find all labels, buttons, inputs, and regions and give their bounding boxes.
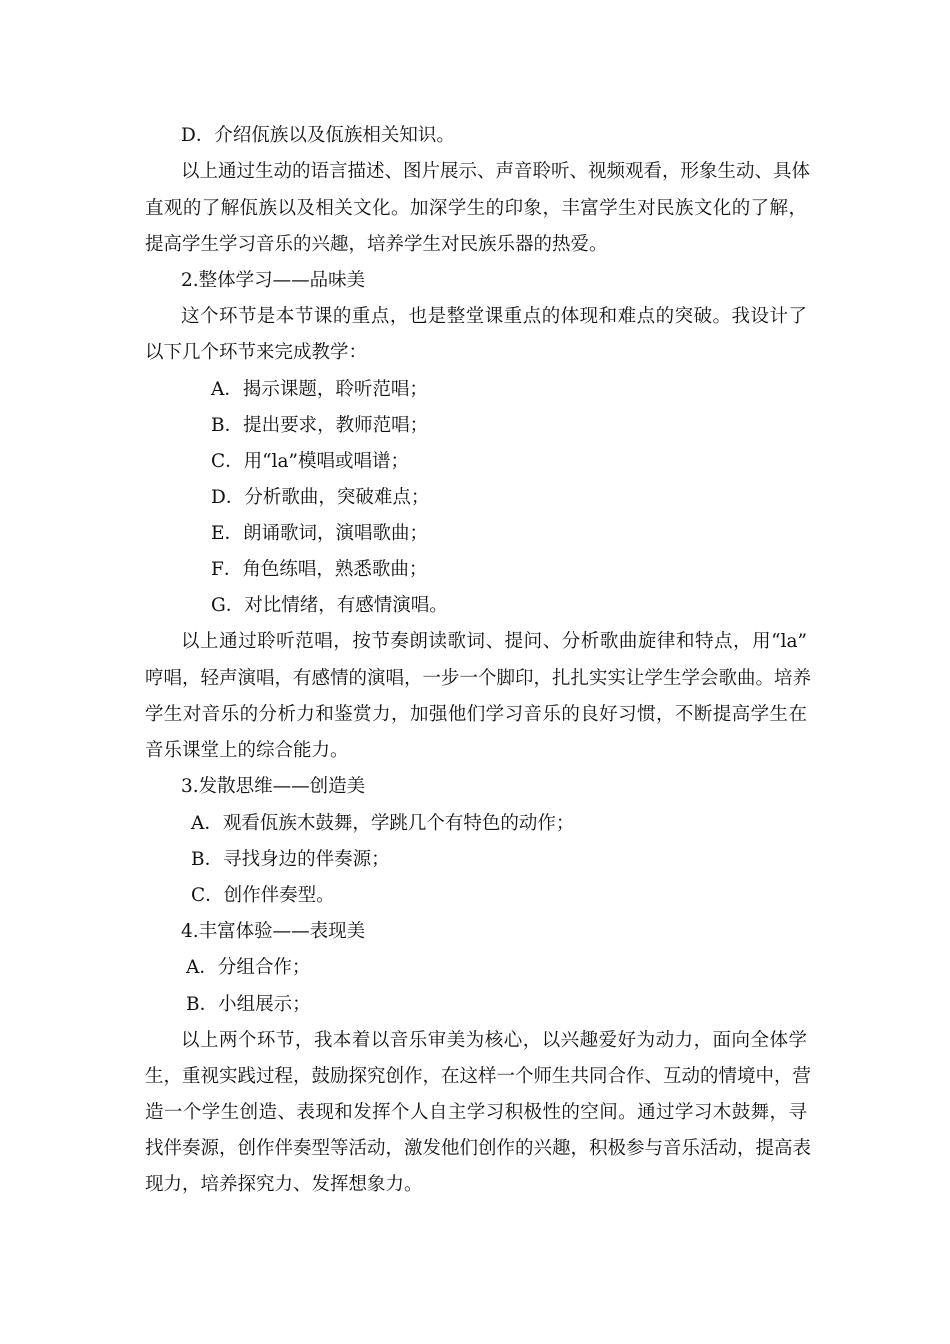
paragraph-line: 现力，培养探究力、发挥想象力。 xyxy=(145,1174,423,1195)
list-item-d-intro: D．介绍佤族以及佤族相关知识。 xyxy=(181,125,455,146)
paragraph-line: 以上通过聆听范唱，按节奏朗读歌词、提问、分析歌曲旋律和特点，用“la” xyxy=(181,631,807,652)
paragraph-line: 哼唱，轻声演唱，有感情的演唱，一步一个脚印，扎扎实实让学生学会歌曲。培养 xyxy=(145,668,812,689)
list-item: D．分析歌曲，突破难点； xyxy=(211,487,430,508)
list-item: C．用“la”模唱或唱谱； xyxy=(211,451,410,472)
section-heading-2: 2.整体学习——品味美 xyxy=(181,270,366,291)
paragraph-line: 生，重视实践过程，鼓励探究创作，在这样一个师生共同合作、互动的情境中，营 xyxy=(145,1066,812,1087)
paragraph-line: 提高学生学习音乐的兴趣，培养学生对民族乐器的热爱。 xyxy=(145,234,608,255)
list-item: B．寻找身边的伴奏源； xyxy=(191,849,390,870)
paragraph-line: 学生对音乐的分析力和鉴赏力，加强他们学习音乐的良好习惯，不断提高学生在 xyxy=(145,704,807,725)
list-item: A．观看佤族木鼓舞，学跳几个有特色的动作； xyxy=(191,813,575,834)
paragraph-line: 以上两个环节，我本着以音乐审美为核心，以兴趣爱好为动力，面向全体学 xyxy=(181,1030,807,1051)
paragraph-line: 音乐课堂上的综合能力。 xyxy=(145,740,349,761)
paragraph-line: 造一个学生创造、表现和发挥个人自主学习积极性的空间。通过学习木鼓舞，寻 xyxy=(145,1102,807,1123)
section-heading-3: 3.发散思维——创造美 xyxy=(181,776,366,797)
list-item: A．分组合作； xyxy=(186,957,311,978)
paragraph-line: 以下几个环节来完成教学： xyxy=(145,342,368,363)
list-item: C．创作伴奏型。 xyxy=(191,885,335,906)
list-item: B．小组展示； xyxy=(186,994,311,1015)
paragraph-line: 找伴奏源，创作伴奏型等活动，激发他们创作的兴趣，积极参与音乐活动，提高表 xyxy=(145,1138,812,1159)
paragraph-line: 直观的了解佤族以及相关文化。加深学生的印象，丰富学生对民族文化的了解， xyxy=(145,198,807,219)
list-item: F．角色练唱，熟悉歌曲； xyxy=(211,559,428,580)
list-item: A．揭示课题，聆听范唱； xyxy=(211,379,428,400)
paragraph-line: 这个环节是本节课的重点，也是整堂课重点的体现和难点的突破。我设计了 xyxy=(181,306,807,327)
paragraph-line: 以上通过生动的语言描述、图片展示、声音聆听、视频观看，形象生动、具体 xyxy=(181,161,811,182)
section-heading-4: 4.丰富体验——表现美 xyxy=(181,921,366,942)
list-item: B．提出要求，教师范唱； xyxy=(211,415,429,436)
list-item: G．对比情绪，有感情演唱。 xyxy=(211,595,448,616)
list-item: E．朗诵歌词，演唱歌曲； xyxy=(211,523,429,544)
